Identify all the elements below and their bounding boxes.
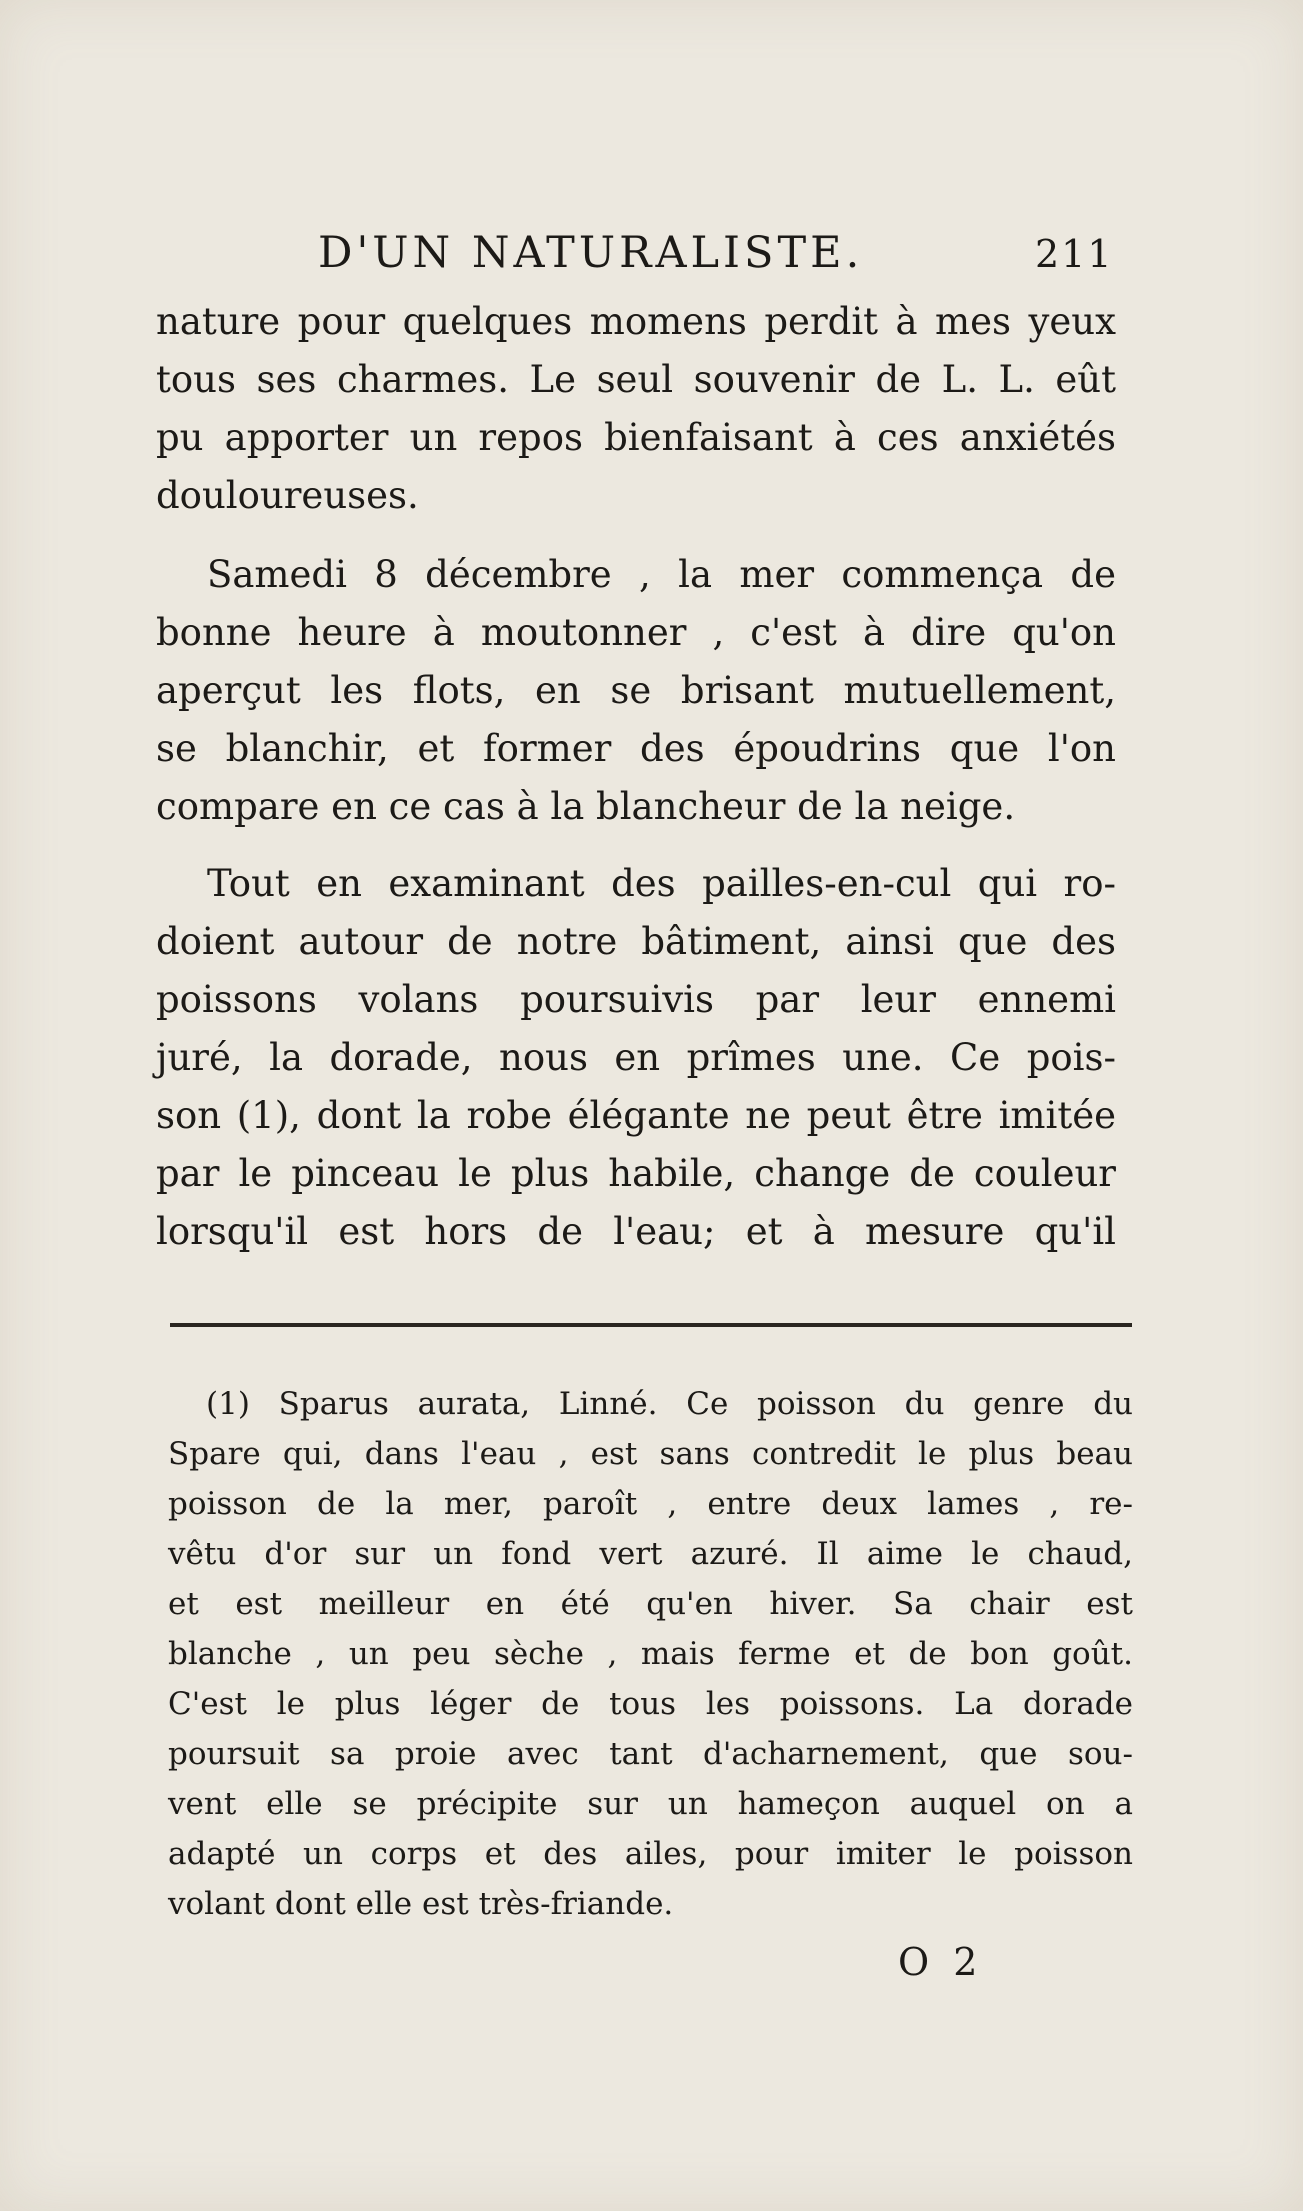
footnote-line: (1) Sparus aurata, Linné. Ce poisson du genre du: [206, 1386, 1133, 1422]
body-line: pu apporter un repos bienfaisant à ces anxiétés: [156, 416, 1116, 459]
footnote-line: volant dont elle est très-friande.: [168, 1886, 674, 1922]
running-title: D'UN NATURALISTE.: [318, 228, 864, 278]
body-line: lorsqu'il est hors de l'eau; et à mesure qu'il: [156, 1210, 1116, 1253]
footnote-line: poursuit sa proie avec tant d'acharnement, que sou-: [168, 1736, 1133, 1772]
body-line: Samedi 8 décembre , la mer commença de: [207, 553, 1116, 596]
body-line: se blanchir, et former des époudrins que l'on: [156, 727, 1116, 770]
body-line: poissons volans poursuivis par leur ennemi: [156, 978, 1116, 1021]
footnote-line: et est meilleur en été qu'en hiver. Sa chair est: [168, 1586, 1133, 1622]
signature-mark: O 2: [898, 1940, 984, 1984]
footnote-line: vêtu d'or sur un fond vert azuré. Il aime le chaud,: [168, 1536, 1133, 1572]
footnote-line: poisson de la mer, paroît , entre deux lames , re-: [168, 1486, 1133, 1522]
footnote-line: C'est le plus léger de tous les poissons. La dorade: [168, 1686, 1133, 1722]
footnote-divider: [170, 1323, 1132, 1327]
footnote-line: adapté un corps et des ailes, pour imiter le poisson: [168, 1836, 1133, 1872]
body-line: nature pour quelques momens perdit à mes yeux: [156, 300, 1116, 343]
body-line: tous ses charmes. Le seul souvenir de L. L. eût: [156, 358, 1116, 401]
body-line: par le pinceau le plus habile, change de couleur: [156, 1152, 1116, 1195]
body-line: aperçut les flots, en se brisant mutuellement,: [156, 669, 1116, 712]
footnote-line: vent elle se précipite sur un hameçon auquel on a: [168, 1786, 1133, 1822]
body-line: douloureuses.: [156, 474, 419, 517]
body-line: son (1), dont la robe élégante ne peut être imitée: [156, 1094, 1116, 1137]
footnote-line: Spare qui, dans l'eau , est sans contredit le plus beau: [168, 1436, 1133, 1472]
page-number: 211: [1035, 232, 1114, 276]
footnote-line: blanche , un peu sèche , mais ferme et de bon goût.: [168, 1636, 1133, 1672]
body-line: doient autour de notre bâtiment, ainsi que des: [156, 920, 1116, 963]
body-line: compare en ce cas à la blancheur de la neige.: [156, 785, 1016, 828]
running-header: [318, 228, 1118, 288]
body-line: Tout en examinant des pailles-en-cul qui ro-: [207, 862, 1116, 905]
body-line: juré, la dorade, nous en prîmes une. Ce pois-: [156, 1036, 1116, 1079]
body-line: bonne heure à moutonner , c'est à dire qu'on: [156, 611, 1116, 654]
